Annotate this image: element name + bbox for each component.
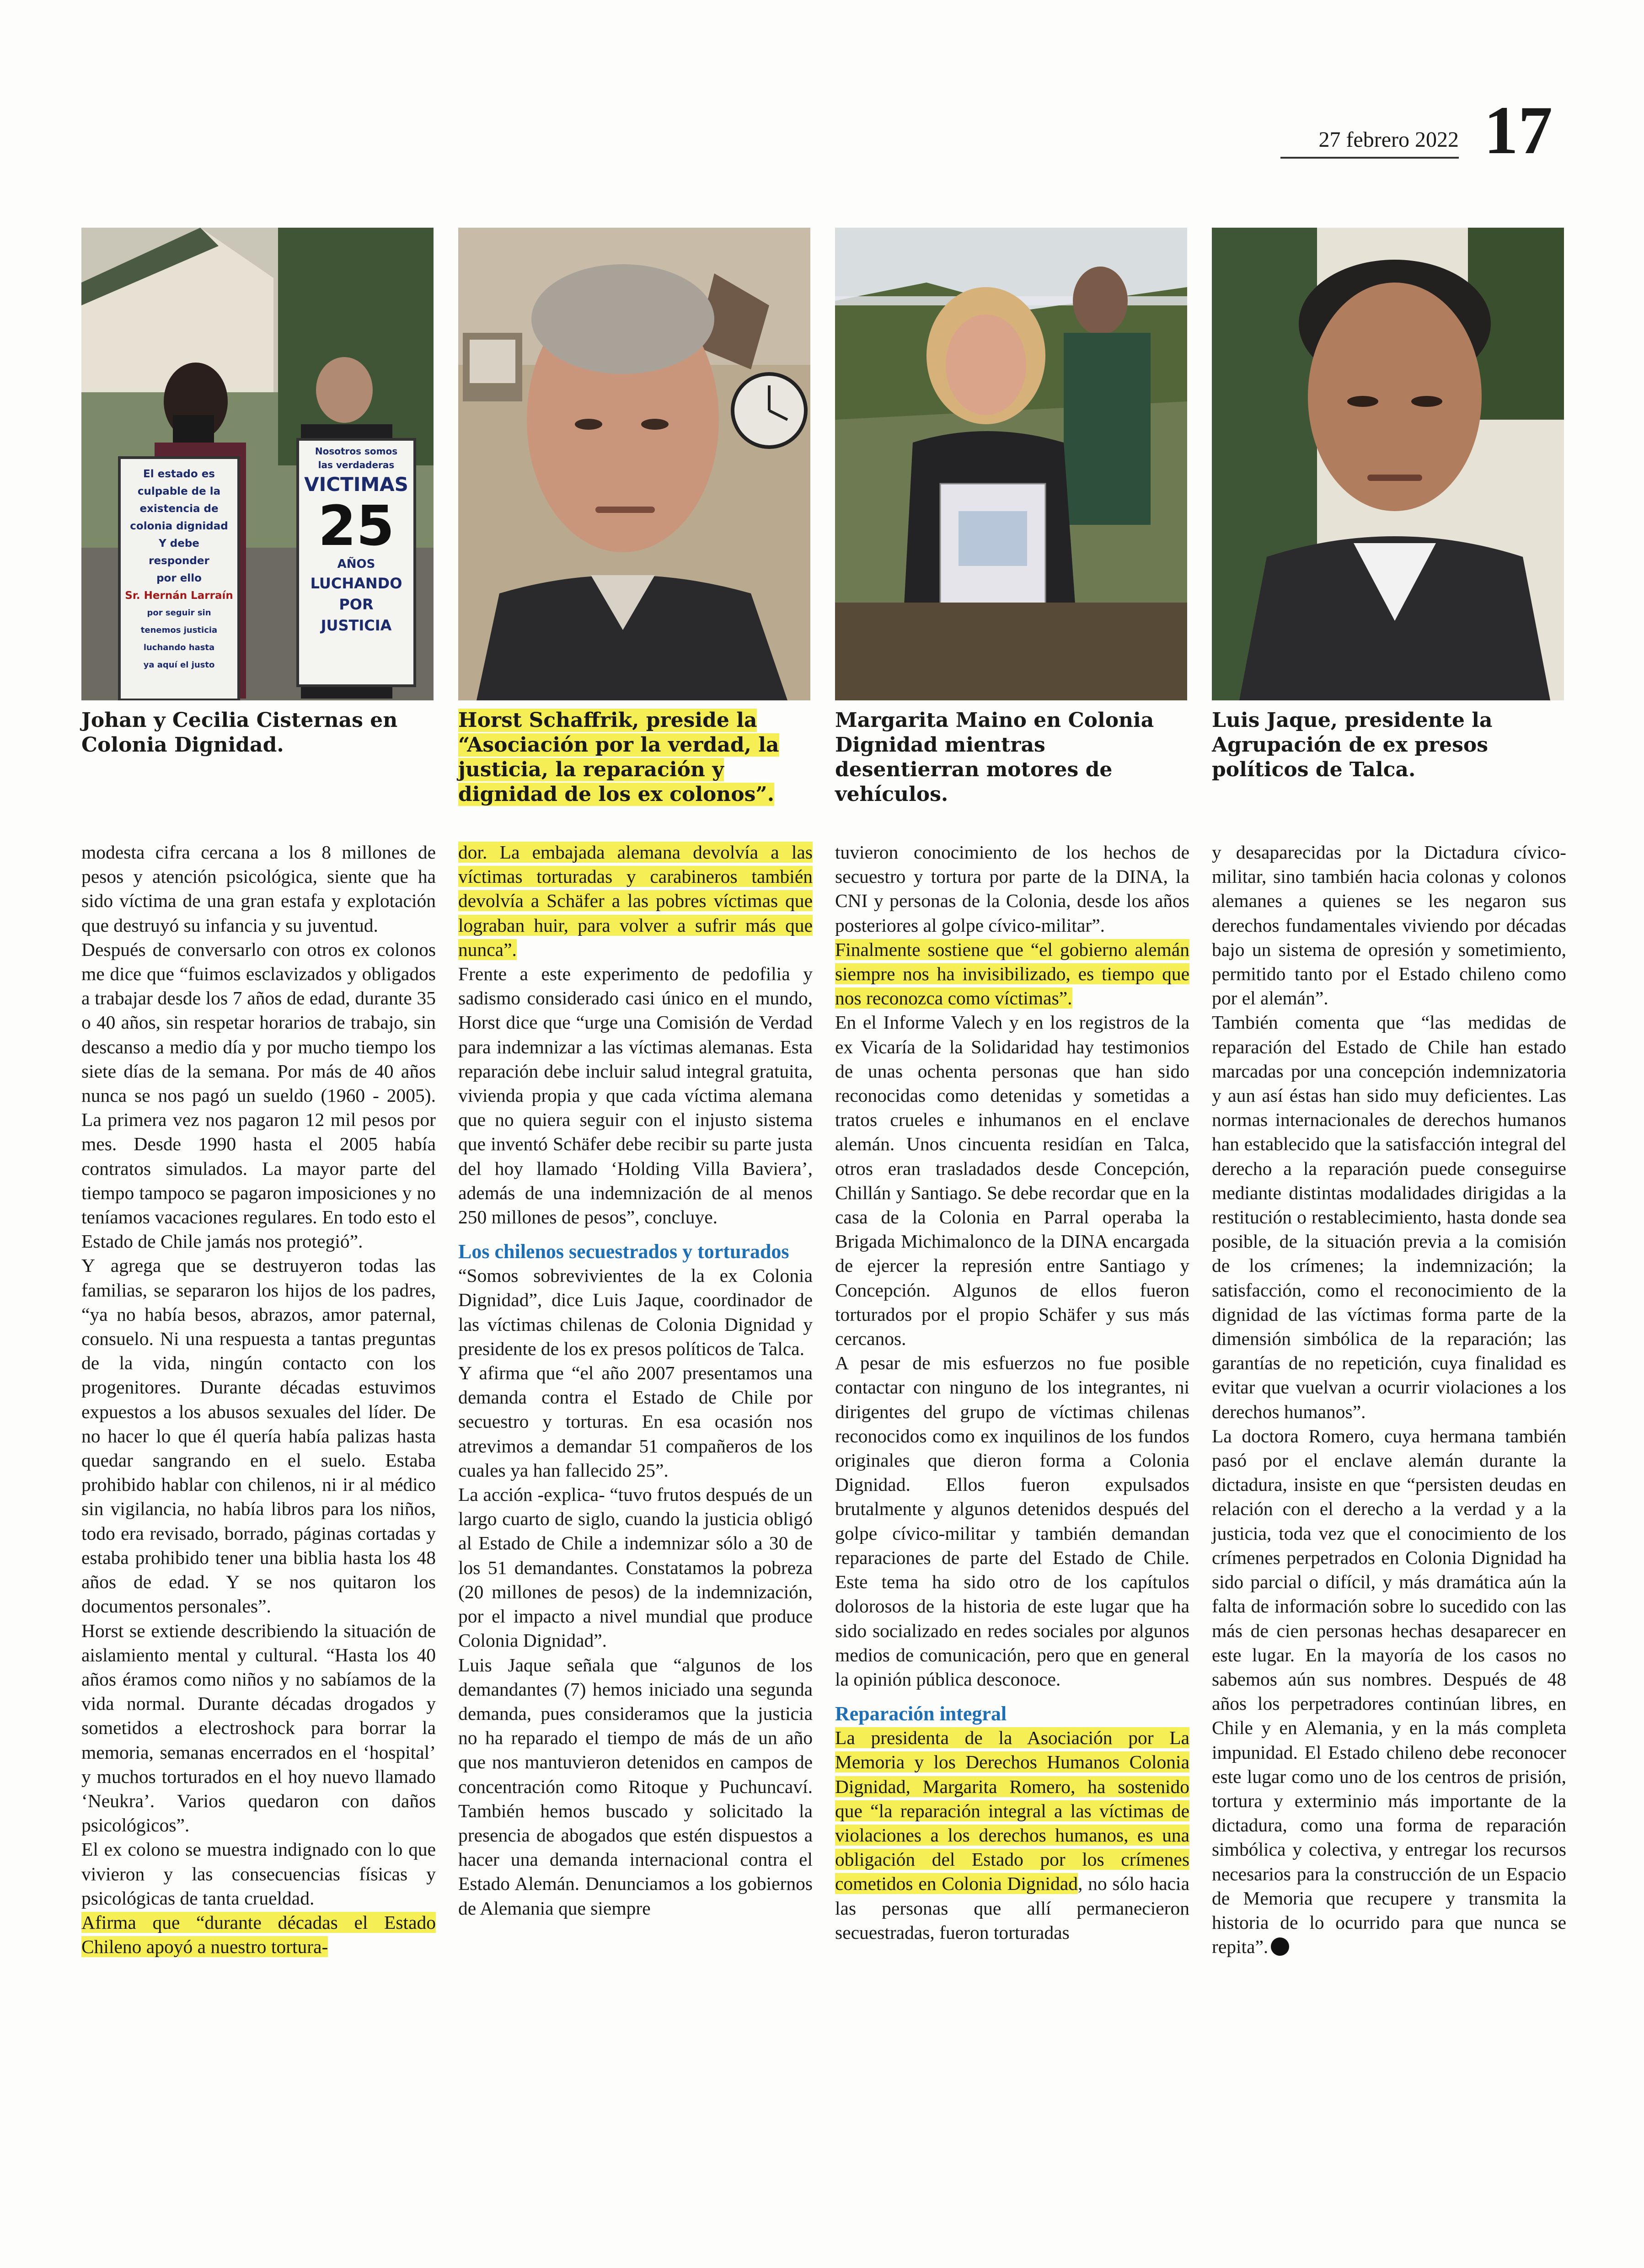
paragraph: El ex colono se muestra indignado con lo que vivieron y las consecuencias físicas y psicológicas de tanta crueldad. — [81, 1839, 436, 1909]
paragraph: Frente a este experimento de pedofilia y sadismo considerado casi único en el mundo, Horst dice que “urge una Comisión de Verdad para indemnizar a las víctimas alemanas. Esta reparación debe incluir salud integral gratuita, vivienda propia y que cada víctima alemana que no quiera seguir con el injusto sistema que inventó Schäfer debe recibir su parte justa del hoy llamado ‘Holding Villa Baviera’, además de una indemnización de al menos 250 millones de pesos”, concluye. — [458, 963, 813, 1228]
subheading: Reparación integral — [835, 1702, 1007, 1725]
sign-left-line: Sr. Hernán Larraín — [125, 590, 233, 602]
sign-left-line: existencia de — [139, 503, 219, 515]
paragraph — [1212, 1424, 1566, 1959]
article-column-3 — [835, 840, 1189, 1945]
page-number: 17 — [1484, 92, 1553, 168]
sign-left-line: luchando hasta — [143, 643, 215, 652]
paragraph-highlighted — [835, 1726, 1189, 1945]
paragraph: Luis Jaque señala que “algunos de los demandantes (7) hemos iniciado una segunda demanda, pues consideramos que la justicia no ha reparado el tiempo de más de un año que nos mantuvieron detenidos en campos de concentración como Ritoque y Puchuncaví. También hemos buscado y solicitado la presencia de abogados que estén dispuestos a hacer una demanda internacional contra el Estado Alemán. Denunciamos a los gobiernos de Alemania que siempre — [458, 1654, 813, 1919]
sign-right-line: VICTIMAS — [304, 473, 408, 496]
photo-caption-3: Margarita Maino en Colonia Dignidad mientras desentierran motores de vehículos. — [835, 709, 1154, 806]
article-column-4 — [1212, 840, 1566, 1959]
sign-left-line: por seguir sin — [147, 608, 211, 618]
highlight: Afirma que “durante décadas el Estado Chileno apoyó a nuestro tortura- — [81, 1911, 436, 1958]
end-of-article-icon — [1271, 1937, 1289, 1956]
photo-horst-image — [458, 228, 810, 700]
photo-caption-4: Luis Jaque, presidente la Agrupación de ex presos políticos de Talca. — [1212, 709, 1493, 781]
sign-left-line: responder — [149, 555, 209, 567]
highlight: Finalmente sostiene que “el gobierno alemán siempre nos ha invisibilizado, es tiempo que nos reconozca como víctimas”. — [835, 939, 1189, 1009]
sign-right-line: AÑOS — [337, 557, 375, 571]
article-column-2 — [458, 840, 813, 1921]
sign-left-line: ya aquí el justo — [143, 660, 215, 670]
photo-caption-2-text: Horst Schaffrik, preside la “Asociación por la verdad, la justicia, la reparación y dignidad de los ex colonos”. — [458, 709, 779, 806]
issue-date: 27 febrero 2022 — [1280, 127, 1459, 159]
paragraph: modesta cifra cercana a los 8 millones de pesos y atención psicológica, siente que ha sido víctima de una gran estafa y explotación que destruyó su infancia y su juventud. — [81, 842, 436, 936]
sign-right-line: JUSTICIA — [321, 617, 392, 634]
photo-margarita-image — [835, 228, 1187, 700]
photo-margarita-maino — [835, 228, 1187, 700]
sign-left-line: tenemos justicia — [140, 625, 218, 635]
paragraph: Y afirma que “el año 2007 presentamos una demanda contra el Estado de Chile por secuestro y torturas. En esa ocasión nos atrevimos a demandar 51 compañeros de los cuales ya han fallecido 25”. — [458, 1362, 813, 1481]
sign-left-line: culpable de la — [137, 486, 221, 497]
paragraph-highlighted — [835, 938, 1189, 1011]
sign-left-line: El estado es — [143, 468, 215, 480]
photo-caption-1: Johan y Cecilia Cisternas en Colonia Dignidad. — [81, 709, 398, 757]
sign-left-line: por ello — [156, 572, 202, 584]
photo-johan-cecilia — [81, 228, 434, 700]
paragraph-rest: , no sólo hacia las personas que allí permanecieron secuestradas, fueron torturadas — [835, 1873, 1189, 1943]
article-column-1 — [81, 840, 436, 1959]
paragraph-highlighted — [458, 840, 813, 962]
highlight: dor. La embajada alemana devolvía a las víctimas torturadas y carabineros también devolvía a Schäfer a las pobres víctimas que lograban huir, para volver a sufrir más que nunca”. — [458, 842, 813, 960]
paragraph: Después de conversarlo con otros ex colonos me dice que “fuimos esclavizados y obligados a trabajar desde los 7 años de edad, durante 35 o 40 años, sin respetar horarios de trabajo, sin descanso a medio día y por mucho tiempo los siete días de la semana. Por más de 40 años nunca se nos pagó un sueldo (1960 - 2005). La primera vez nos pagaron 12 mil pesos por mes. Desde 1990 hasta el 2005 había contratos simulados. La mayor parte del tiempo tampoco se pagaron imposiciones y no teníamos vacaciones regulares. En todo esto el Estado de Chile jamás nos protegió”. — [81, 939, 436, 1252]
paragraph: y desaparecidas por la Dictadura cívico-militar, sino también hacia colonas y colonos alemanes a quienes se les negaron sus derechos fundamentales viviendo por décadas bajo un sistema de opresión y sometimiento, permitido tanto por el Estado chileno como por el alemán”. — [1212, 842, 1566, 1009]
photo-luis-jaque — [1212, 228, 1564, 700]
highlight: La presidenta de la Asociación por La Memoria y los Derechos Humanos Colonia Dignidad, Margarita Romero, ha sostenido que “la reparación integral a las víctimas de violaciones a los derechos humanos, es una obligación del Estado por los crímenes cometidos en Colonia Dignidad — [835, 1727, 1189, 1894]
paragraph: “Somos sobrevivientes de la ex Colonia Dignidad”, dice Luis Jaque, coordinador de las víctimas chilenas de Colonia Dignidad y presidente de los ex presos políticos de Talca. — [458, 1265, 813, 1359]
protest-sign-left — [118, 456, 240, 700]
photo-horst-schaffrik — [458, 228, 810, 700]
paragraph: La acción -explica- “tuvo frutos después de un largo cuarto de siglo, cuando la justicia obligó al Estado de Chile a indemnizar sólo a 30 de los 51 demandantes. Constatamos la pobreza (20 millones de pesos) de la indemnización, por el impacto a nivel mundial que produce Colonia Dignidad”. — [458, 1484, 813, 1651]
subheading: Los chilenos secuestrados y torturados — [458, 1240, 789, 1263]
paragraph-text: La doctora Romero, cuya hermana también pasó por el enclave alemán durante la dictadura, insiste en que “persisten deudas en relación con el derecho a la verdad y a la justicia, toda vez que el conocimiento de los crímenes perpetrados en Colonia Dignidad ha sido parcial o difícil, y más dramática aún la falta de información sobre lo sucedido con las más de cien personas hechas desaparecer en este lugar. En la mayoría de los casos no sabemos aún sus nombres. Después de 48 años los perpetradores continúan libres, en Chile y en Alemania, y en la más completa impunidad. El Estado chileno debe reconocer este lugar como uno de los centros de prisión, tortura y exterminio más importante de la dictadura, como una forma de reparación simbólica y colectiva, y entregar los recursos necesarios para la construcción de un Espacio de Memoria que recupere y transmita la historia de lo ocurrido para que nunca se repita”. — [1212, 1425, 1566, 1958]
sign-right-line: Nosotros somos — [315, 446, 398, 457]
sign-right-line: LUCHANDO — [310, 575, 402, 592]
sign-right-line: las verdaderas — [318, 459, 395, 470]
sign-left-line: colonia dignidad — [130, 520, 228, 532]
sign-right-line: 25 — [318, 495, 395, 558]
paragraph: A pesar de mis esfuerzos no fue posible contactar con ninguno de los integrantes, ni dirigentes del grupo de víctimas chilenas reconocidos como ex inquilinos de los fundos originales que dieron forma a Colonia Dignidad. Ellos fueron expulsados brutalmente y algunos detenidos después del golpe cívico-militar y también demandan reparaciones de parte del Estado de Chile. Este tema ha sido otro de los capítulos dolorosos de la historia de este lugar que ha sido socializado en redes sociales por algunos medios de comunicación, pero que en general la opinión pública desconoce. — [835, 1352, 1189, 1690]
paragraph: También comenta que “las medidas de reparación del Estado de Chile han estado marcadas por una concepción indemnizatoria y aun así éstas han sido muy deficientes. Las normas internacionales de derechos humanos han establecido que la satisfacción integral del derecho a la reparación puede conseguirse mediante distintas modalidades dirigidas a la restitución o restablecimiento, hasta donde sea posible, de la situación previa a la comisión de los crímenes; la indemnización; la satisfacción, como el reconocimiento de la dignidad de las víctimas forma parte de la dimensión simbólica de la reparación; las garantías de no repetición, cuya finalidad es evitar que vuelvan a ocurrir violaciones a los derechos humanos”. — [1212, 1012, 1566, 1422]
protest-sign-right — [296, 438, 416, 687]
paragraph: tuvieron conocimiento de los hechos de secuestro y tortura por parte de la DINA, la CNI y personas de la Colonia, desde los años posteriores al golpe cívico-militar”. — [835, 842, 1189, 936]
photo-luis-jaque-image — [1212, 228, 1564, 700]
sign-right-line: POR — [339, 596, 374, 613]
paragraph-highlighted — [81, 1910, 436, 1959]
paragraph: Y agrega que se destruyeron todas las familias, se separaron los hijos de los padres, “ya no había besos, abrazos, amor paternal, consuelo. Ni una respuesta a tantas preguntas de la vida, ningún contacto con los progenitores. Durante décadas estuvimos expuestos a los abusos sexuales del líder. De no hacer lo que él quería había palizas hasta quedar sangrando en el suelo. Estaba prohibido hablar con chilenos, ni ir al médico sin vigilancia, no había libros para los niños, todo era revisado, borrado, páginas cortadas y estaba prohibido tener una biblia hasta los 48 años de edad. Y se nos quitaron los documentos personales”. — [81, 1255, 436, 1617]
photo-caption-2 — [458, 708, 815, 807]
paragraph: Horst se extiende describiendo la situación de aislamiento mental y cultural. “Hasta los 40 años éramos como niños y no sabíamos de la vida normal. Durante décadas drogados y sometidos a electroshock para borrar la memoria, semanas encerrados en el ‘hospital’ y muchos torturados en el hoy nuevo llamado ‘Neukra’. Varios quedaron con daños psicológicos”. — [81, 1620, 436, 1836]
sign-left-line: Y debe — [159, 538, 199, 550]
paragraph: En el Informe Valech y en los registros de la ex Vicaría de la Solidaridad hay testimonios de unas ochenta personas que han sido reconocidas como detenidas y sometidas a tratos crueles e inhumanos en el enclave alemán. Unos cincuenta residían en Talca, otros eran trasladados desde Concepción, Chillán y Santiago. Se debe recordar que en la casa de la Colonia en Parral operaba la Brigada Michimalonco de la DINA encargada de ejercer la represión entre Santiago y Concepción. Algunos de ellos fueron torturados por el propio Schäfer y sus más cercanos. — [835, 1012, 1189, 1350]
